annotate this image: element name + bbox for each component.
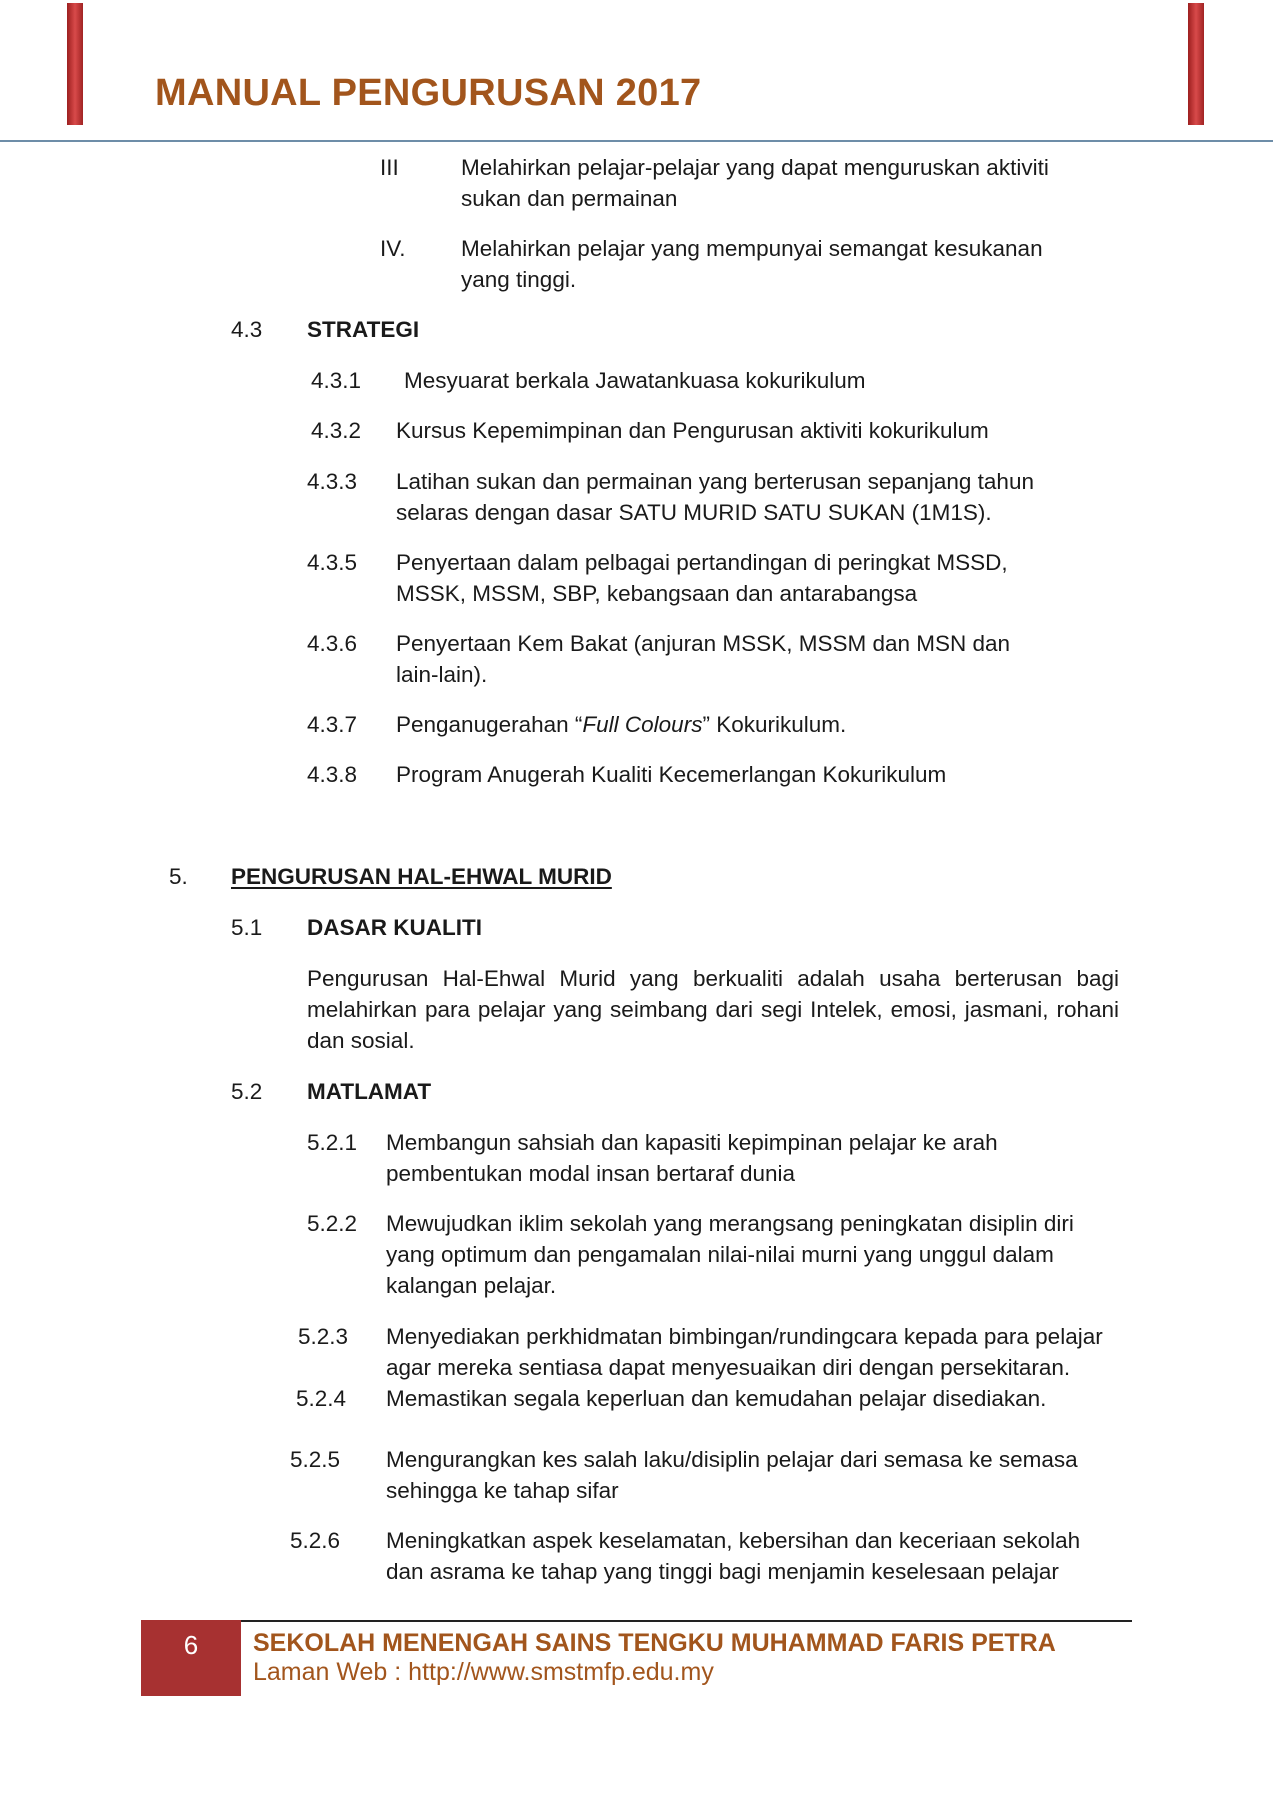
- item-number: 4.3.2: [311, 418, 362, 443]
- item-line: Menyediakan perkhidmatan bimbingan/rundingcara kepada para pelajar: [386, 1324, 1103, 1349]
- item-line: Program Anugerah Kualiti Kecemerlangan Kokurikulum: [396, 762, 947, 787]
- item-line: Penyertaan Kem Bakat (anjuran MSSK, MSSM dan MSN dan: [396, 631, 1011, 656]
- item-number: 5.2.5: [290, 1447, 341, 1472]
- item-line: selaras dengan dasar SATU MURID SATU SUKAN (1M1S).: [396, 500, 992, 525]
- item-text: Penganugerahan “: [396, 712, 583, 737]
- footer-school-name: SEKOLAH MENENGAH SAINS TENGKU MUHAMMAD FARIS PETRA: [253, 1629, 1056, 1657]
- section-paragraph: Pengurusan Hal-Ehwal Murid yang berkualiti adalah usaha berterusan bagi melahirkan para pelajar yang seimbang dari segi Intelek, emosi, jasmani, rohani dan sosial.: [307, 966, 1119, 1053]
- section-number: 4.3: [231, 317, 263, 342]
- item-number: 5.2.3: [298, 1324, 349, 1349]
- page-title: MANUAL PENGURUSAN 2017: [155, 72, 702, 114]
- footer-website: Laman Web : http://www.smstmfp.edu.my: [253, 1658, 714, 1686]
- section-heading: STRATEGI: [307, 317, 420, 342]
- list-num: III: [380, 155, 399, 180]
- item-number: 4.3.3: [307, 469, 358, 494]
- item-line: MSSK, MSSM, SBP, kebangsaan dan antarabangsa: [396, 581, 918, 606]
- header-right-bar: [1188, 3, 1204, 125]
- item-line: Meningkatkan aspek keselamatan, kebersihan dan keceriaan sekolah: [386, 1528, 1081, 1553]
- item-line: Memastikan segala keperluan dan kemudahan pelajar disediakan.: [386, 1386, 1047, 1411]
- item-number: 5.2.2: [307, 1211, 358, 1236]
- item-number: 5.2.1: [307, 1130, 358, 1155]
- page-number: 6: [183, 1630, 199, 1660]
- item-line: Membangun sahsiah dan kapasiti kepimpinan pelajar ke arah: [386, 1130, 998, 1155]
- list-item-line: yang tinggi.: [461, 267, 577, 292]
- item-line: [396, 709, 846, 740]
- item-line: Latihan sukan dan permainan yang berterusan sepanjang tahun: [396, 469, 1034, 494]
- list-item-line: sukan dan permainan: [461, 186, 678, 211]
- item-number: 4.3.7: [307, 712, 358, 737]
- item-number: 4.3.8: [307, 762, 358, 787]
- item-line: kalangan pelajar.: [386, 1273, 557, 1298]
- item-line: dan asrama ke tahap yang tinggi bagi menjamin keselesaan pelajar: [386, 1559, 1059, 1584]
- item-text: ” Kokurikulum.: [702, 712, 847, 737]
- item-line: Penyertaan dalam pelbagai pertandingan di peringkat MSSD,: [396, 550, 1008, 575]
- item-line: sehingga ke tahap sifar: [386, 1478, 619, 1503]
- list-item-line: Melahirkan pelajar yang mempunyai semangat kesukanan: [461, 236, 1043, 261]
- item-line: agar mereka sentiasa dapat menyesuaikan diri dengan persekitaran.: [386, 1355, 1071, 1380]
- item-line: Mesyuarat berkala Jawatankuasa kokurikulum: [404, 368, 866, 393]
- section-number: 5.: [169, 864, 188, 889]
- item-line: yang optimum dan pengamalan nilai-nilai murni yang unggul dalam: [386, 1242, 1054, 1267]
- footer-divider: [241, 1620, 1132, 1622]
- item-number: 4.3.1: [311, 368, 362, 393]
- section-number: 5.2: [231, 1079, 263, 1104]
- section-heading: MATLAMAT: [307, 1079, 432, 1104]
- list-num: IV.: [380, 236, 406, 261]
- item-line: Mengurangkan kes salah laku/disiplin pelajar dari semasa ke semasa: [386, 1447, 1078, 1472]
- section-heading: PENGURUSAN HAL-EHWAL MURID: [231, 864, 612, 889]
- item-number: 4.3.5: [307, 550, 358, 575]
- item-line: lain-lain).: [396, 662, 488, 687]
- item-italic-text: Full Colours: [582, 712, 703, 737]
- item-number: 4.3.6: [307, 631, 358, 656]
- section-heading: DASAR KUALITI: [307, 915, 482, 940]
- item-line: pembentukan modal insan bertaraf dunia: [386, 1161, 796, 1186]
- item-line: Mewujudkan iklim sekolah yang merangsang peningkatan disiplin diri: [386, 1211, 1074, 1236]
- list-item-line: Melahirkan pelajar-pelajar yang dapat menguruskan aktiviti: [461, 155, 1049, 180]
- item-number: 5.2.4: [296, 1386, 347, 1411]
- item-line: Kursus Kepemimpinan dan Pengurusan aktiviti kokurikulum: [396, 418, 989, 443]
- item-number: 5.2.6: [290, 1528, 341, 1553]
- header-left-bar: [67, 3, 83, 125]
- section-number: 5.1: [231, 915, 263, 940]
- header-divider: [0, 140, 1273, 142]
